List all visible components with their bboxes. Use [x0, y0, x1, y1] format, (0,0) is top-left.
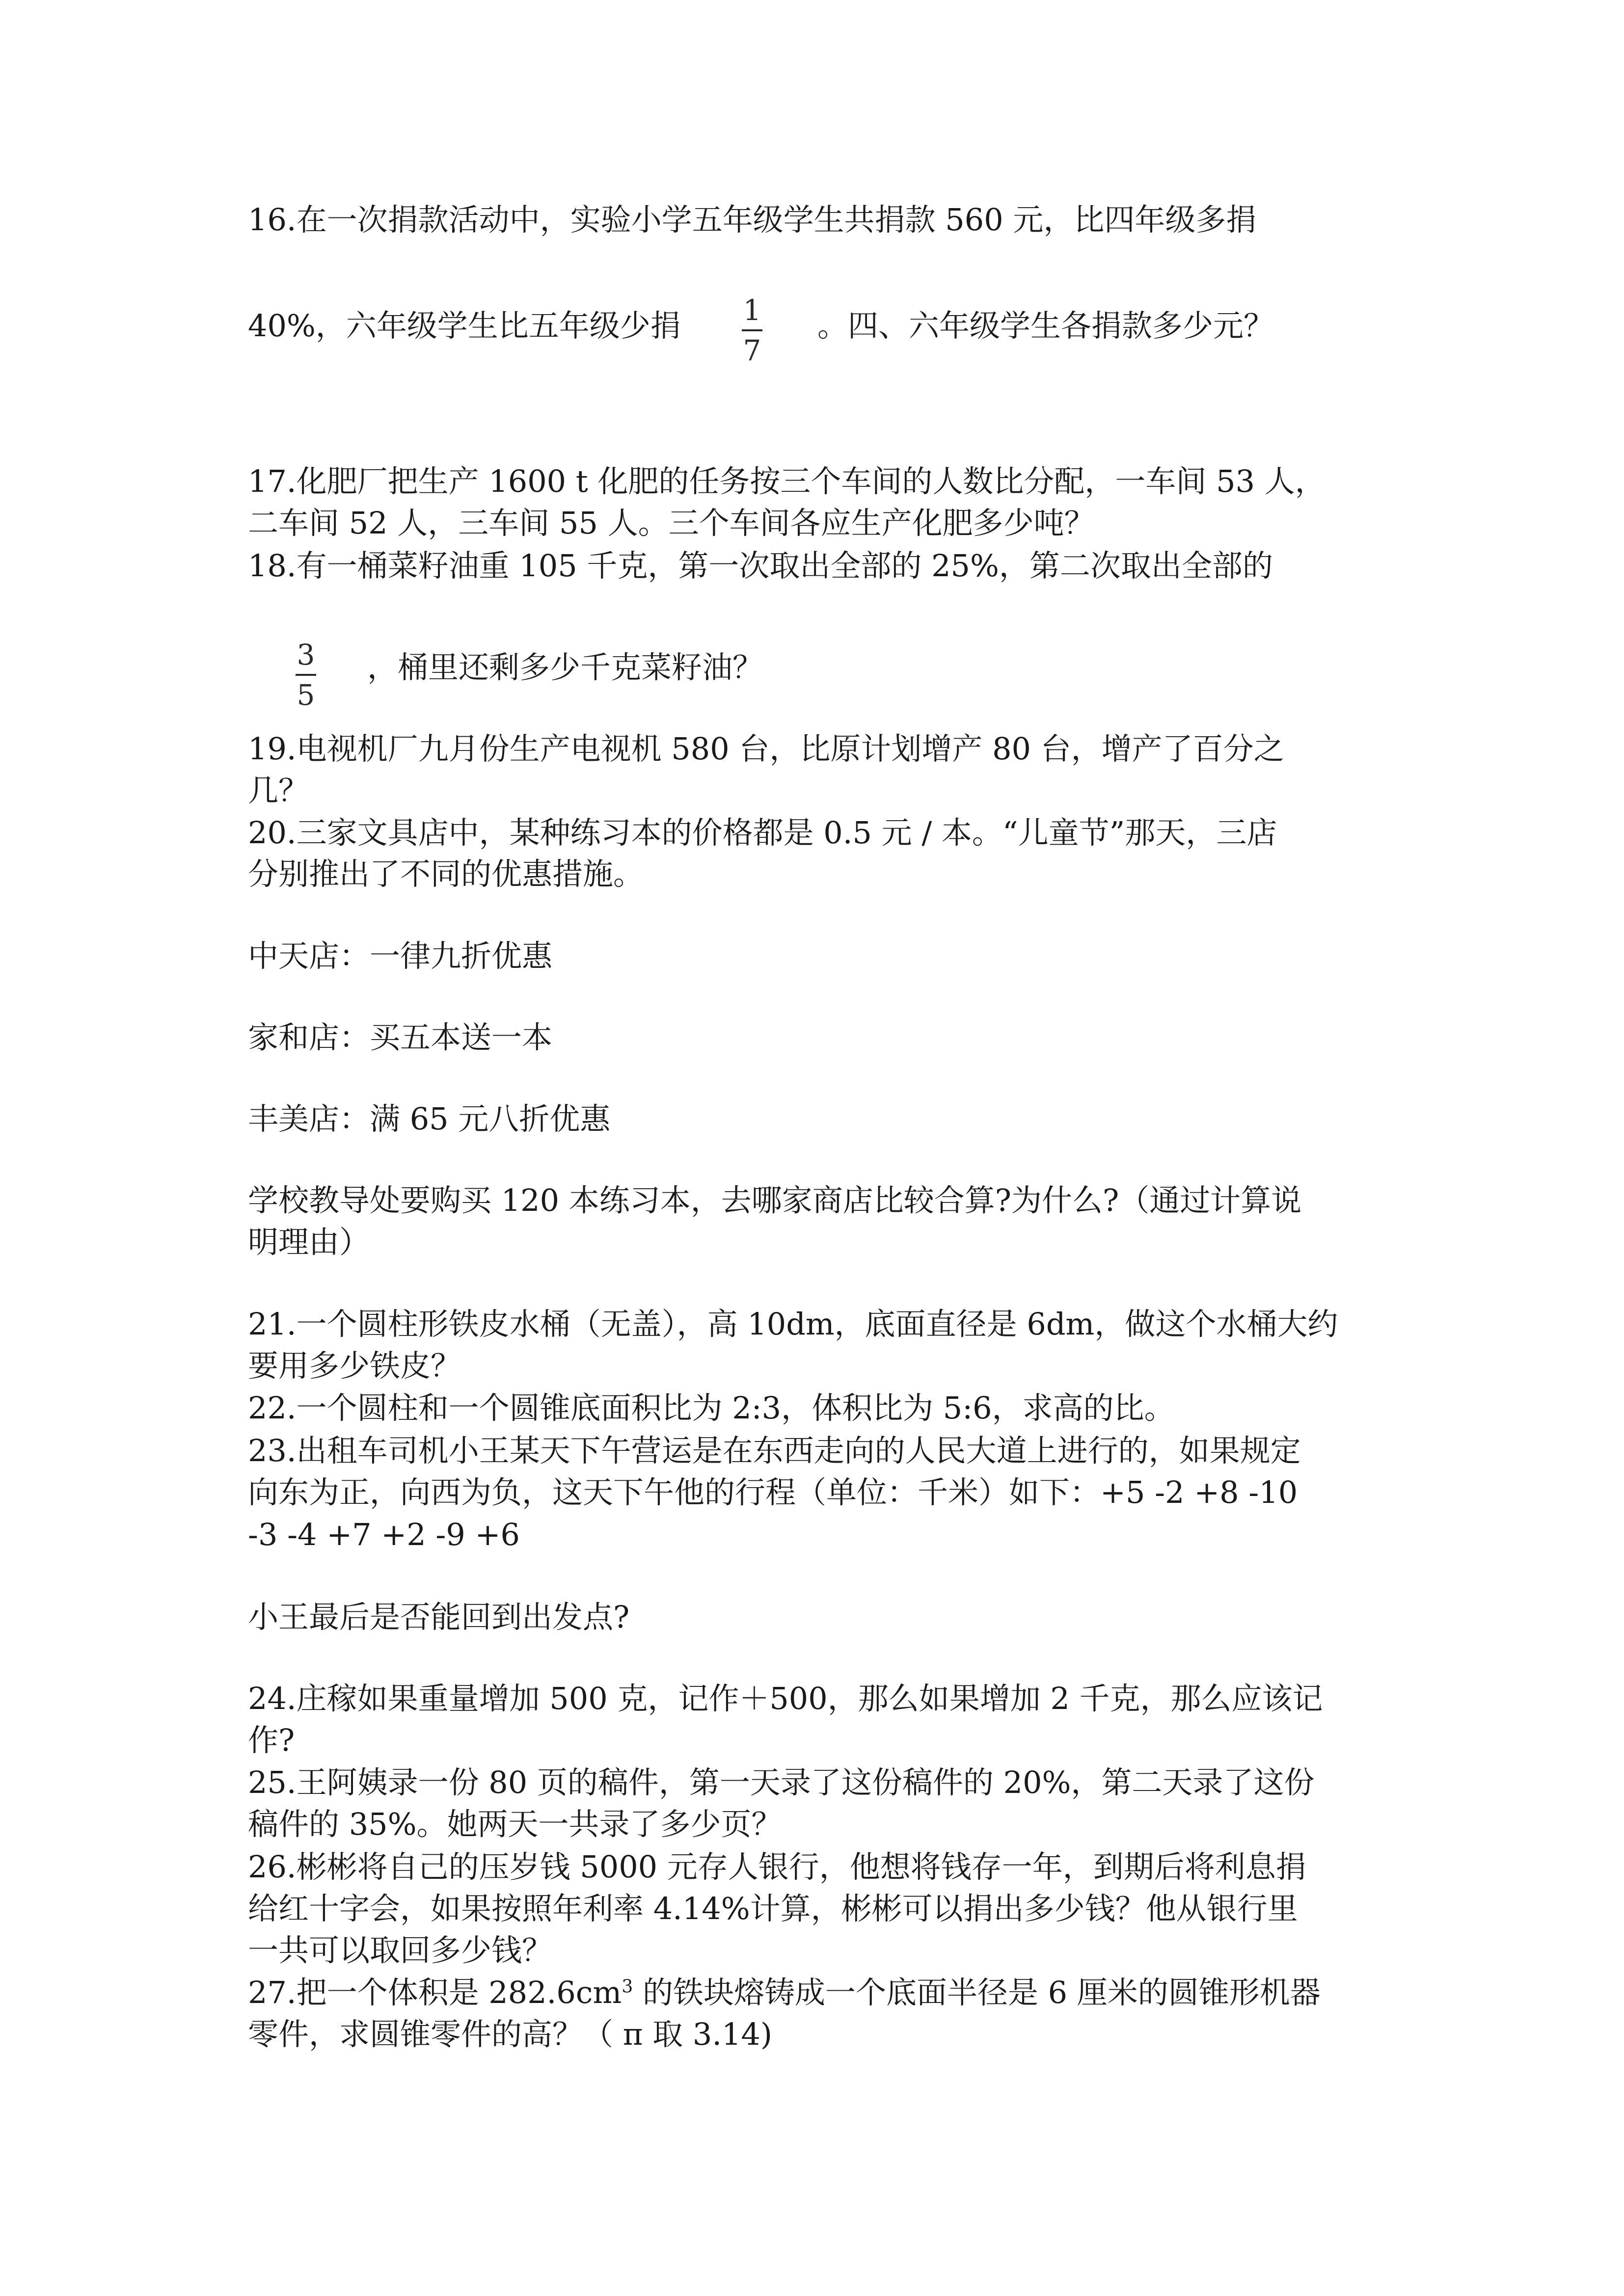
fraction-numerator: 1	[743, 294, 761, 327]
problem-20-question-line-2: 明理由）	[248, 1224, 370, 1260]
fraction-bar	[742, 329, 762, 331]
problem-20-option-fengmei: 丰美店：满 65 元八折优惠	[248, 1101, 611, 1137]
problem-20-line-2: 分别推出了不同的优惠措施。	[248, 856, 644, 892]
problem-22-line-1: 22.一个圆柱和一个圆锥底面积比为 2:3，体积比为 5:6，求高的比。	[248, 1390, 1175, 1426]
problem-26-line-2: 给红十字会，如果按照年利率 4.14%计算，彬彬可以捐出多少钱？他从银行里	[248, 1891, 1298, 1926]
fraction-denominator: 5	[297, 678, 315, 712]
problem-20-option-zhongtian: 中天店：一律九折优惠	[248, 938, 553, 974]
cubic-superscript: 3	[622, 1976, 633, 1997]
problem-20-option-jiahe: 家和店：买五本送一本	[248, 1019, 553, 1055]
problem-27-text-b: 的铁块熔铸成一个底面半径是 6 厘米的圆锥形机器	[633, 1975, 1321, 2010]
problem-16-line-2b: 。四、六年级学生各捐款多少元？	[817, 308, 1274, 344]
problem-17-line-1: 17.化肥厂把生产 1600 t 化肥的任务按三个车间的人数比分配，一车间 53 人，	[248, 463, 1326, 499]
fraction-bar	[296, 674, 316, 676]
problem-20-question-line-1: 学校教导处要购买 120 本练习本，去哪家商店比较合算?为什么?（通过计算说	[248, 1182, 1302, 1218]
fraction-one-seventh	[742, 296, 762, 365]
problem-21-line-2: 要用多少铁皮？	[248, 1348, 461, 1384]
problem-27-line-1	[248, 1977, 1321, 2008]
problem-21-line-1: 21.一个圆柱形铁皮水桶（无盖），高 10dm，底面直径是 6dm，做这个水桶大约	[248, 1306, 1338, 1342]
problem-19-line-1: 19.电视机厂九月份生产电视机 580 台，比原计划增产 80 台，增产了百分之	[248, 731, 1284, 767]
problem-20-line-1: 20.三家文具店中，某种练习本的价格都是 0.5 元 / 本。“儿童节”那天，三店	[248, 815, 1277, 851]
problem-24-line-1: 24.庄稼如果重量增加 500 克，记作＋500，那么如果增加 2 千克，那么应该记	[248, 1681, 1323, 1716]
problem-26-line-3: 一共可以取回多少钱？	[248, 1932, 553, 1968]
problem-27-line-2: 零件，求圆锥零件的高？（ π 取 3.14)	[248, 2016, 773, 2052]
problem-23-line-2: 向东为正，向西为负，这天下午他的行程（单位：千米）如下：+5 -2 +8 -10	[248, 1474, 1298, 1510]
problem-25-line-2: 稿件的 35%。她两天一共录了多少页？	[248, 1806, 782, 1842]
problem-23-line-1: 23.出租车司机小王某天下午营运是在东西走向的人民大道上进行的，如果规定	[248, 1433, 1301, 1468]
problem-19-line-2: 几？	[248, 773, 309, 808]
problem-16-line-2a: 40%，六年级学生比五年级少捐	[248, 308, 681, 344]
problem-23-question: 小王最后是否能回到出发点?	[248, 1599, 630, 1635]
problem-23-line-3: -3 -4 +7 +2 -9 +6	[248, 1517, 520, 1552]
problem-24-line-2: 作?	[248, 1722, 295, 1758]
problem-16-line-1: 16.在一次捐款活动中，实验小学五年级学生共捐款 560 元，比四年级多捐	[248, 202, 1257, 238]
fraction-three-fifths	[296, 638, 316, 712]
problem-17-line-2: 二车间 52 人，三车间 55 人。三个车间各应生产化肥多少吨？	[248, 505, 1095, 541]
problem-18-line-2: ，桶里还剩多少千克菜籽油？	[367, 649, 763, 685]
problem-26-line-1: 26.彬彬将自己的压岁钱 5000 元存人银行，他想将钱存一年，到期后将利息捐	[248, 1849, 1306, 1885]
problem-27-text-a: 27.把一个体积是 282.6cm	[248, 1975, 622, 2010]
fraction-denominator: 7	[743, 334, 761, 367]
fraction-numerator: 3	[297, 638, 315, 671]
problem-25-line-1: 25.王阿姨录一份 80 页的稿件，第一天录了这份稿件的 20%，第二天录了这份	[248, 1764, 1315, 1800]
problem-18-line-1: 18.有一桶菜籽油重 105 千克，第一次取出全部的 25%，第二次取出全部的	[248, 548, 1273, 584]
